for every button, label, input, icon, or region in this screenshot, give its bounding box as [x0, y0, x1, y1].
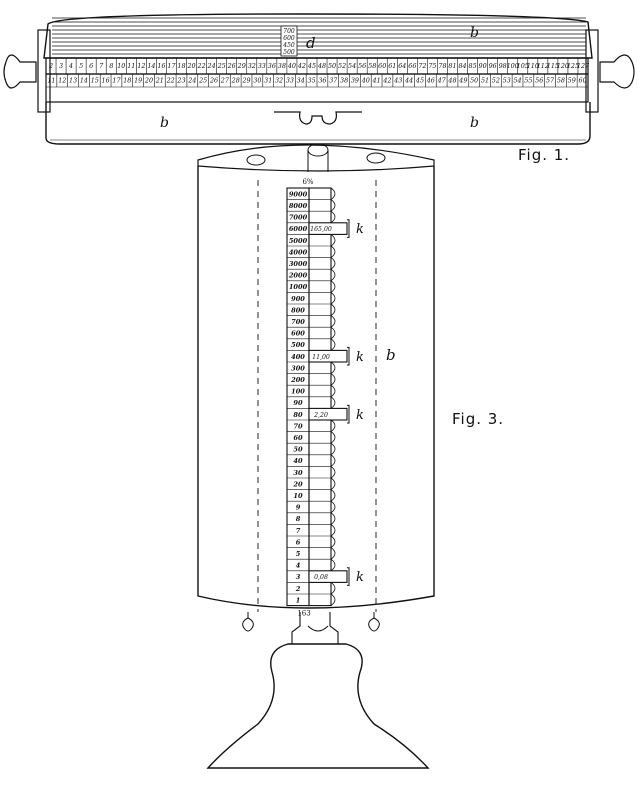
scale-scallop — [331, 362, 335, 374]
bottom-nub — [308, 626, 328, 631]
row1-number: 100 — [506, 62, 519, 71]
scale-row-label: 600 — [291, 329, 305, 338]
scale-scallop — [331, 292, 335, 304]
scale-row-label: 6000 — [288, 225, 308, 234]
scale-scallop — [331, 582, 335, 594]
row1-number: 7 — [99, 62, 104, 71]
scale-scallop — [331, 513, 335, 525]
drum-top-outline — [44, 14, 592, 58]
row1-number: 85 — [468, 62, 477, 71]
clip-handle — [274, 112, 362, 124]
row1-number: 12 — [137, 62, 146, 71]
top-spindle — [308, 150, 328, 172]
scale-row-label: 6 — [295, 538, 301, 547]
scale-row-label: 700 — [291, 317, 305, 326]
row2-number: 17 — [112, 76, 121, 85]
base-bell — [208, 644, 428, 768]
top-knob-right — [367, 153, 385, 163]
scale-row-label: 1000 — [288, 283, 308, 292]
row1-number: 127 — [576, 62, 590, 71]
scale-scallop — [331, 466, 335, 478]
row2-number: 25 — [199, 76, 208, 85]
right-foot — [369, 612, 380, 631]
scale-scallop — [331, 304, 335, 316]
scale-row-label: 100 — [291, 387, 305, 396]
row1-number: 60 — [378, 62, 387, 71]
scale-row-label: 5 — [295, 549, 301, 558]
scale-row-label: 2 — [295, 584, 301, 593]
row1-number: 72 — [418, 62, 427, 71]
scale-row-label: 200 — [291, 375, 305, 384]
row1-number: 56 — [358, 62, 367, 71]
scale-scallop — [331, 455, 335, 467]
row2-number: 45 — [415, 76, 425, 85]
scale-row-label: 7000 — [288, 213, 308, 222]
fig1-label-b-right: b — [470, 115, 479, 131]
scale-scallop — [331, 188, 335, 200]
row1-number: 5 — [79, 62, 84, 71]
row2-number: 60 — [578, 76, 587, 85]
row1-number: 32 — [247, 62, 256, 71]
row1-number: 38 — [277, 62, 286, 71]
scale-row-label: 40 — [293, 457, 303, 466]
row1-number: 3 — [59, 62, 64, 71]
scale-scallop — [331, 269, 335, 281]
row2-number: 30 — [253, 76, 262, 85]
top-cap — [198, 145, 434, 171]
row2-number: 28 — [231, 76, 240, 85]
row2-number: 56 — [535, 76, 544, 85]
row1-number: 115 — [546, 62, 559, 71]
row1-number: 64 — [398, 62, 407, 71]
drum-label: 600 — [283, 35, 295, 42]
scale-row-label: 8 — [295, 515, 301, 524]
row2-number: 53 — [502, 76, 511, 85]
fig1-label-b-top: b — [470, 25, 479, 41]
scale-row-label: 90 — [293, 399, 303, 408]
row1-number: 98 — [498, 62, 507, 71]
row1-number: 90 — [478, 62, 487, 71]
row2-number: 36 — [318, 76, 327, 85]
left-end-cap — [38, 30, 50, 112]
row2-number: 37 — [329, 76, 338, 85]
row1-number: 22 — [197, 62, 206, 71]
drum-label: 700 — [283, 28, 295, 35]
scale-row-label: 10 — [293, 491, 303, 500]
scale-row-label: 70 — [293, 422, 303, 431]
row2-number: 59 — [567, 76, 576, 85]
fig3-cylinder-device — [198, 144, 434, 768]
row2-cells — [47, 74, 586, 87]
row2-number: 47 — [437, 76, 446, 85]
row2-number: 41 — [372, 76, 381, 85]
row1-number: 18 — [177, 62, 186, 71]
scale-scallop — [331, 211, 335, 223]
scale-row-label: 60 — [293, 433, 303, 442]
scale-scallop — [331, 501, 335, 513]
scale-row-label: 80 — [293, 410, 303, 419]
value-tab-text: 0,08 — [314, 574, 328, 582]
scale-scallop — [331, 490, 335, 502]
scale-scallop — [331, 420, 335, 432]
row1-number: 40 — [287, 62, 296, 71]
row2-number: 55 — [524, 76, 533, 85]
row2-number: 23 — [177, 76, 186, 85]
scale-scallop — [331, 559, 335, 571]
scale-row-label: 3 — [295, 573, 301, 582]
row1-number: 17 — [167, 62, 176, 71]
scale-scallop — [331, 339, 335, 351]
row1-number: 25 — [217, 62, 226, 71]
scale-scallop — [331, 200, 335, 212]
scale-row-label: 4000 — [288, 248, 308, 257]
row2-number: 26 — [209, 76, 219, 85]
scale-row-label: 5000 — [288, 236, 308, 245]
scale-scallop — [331, 316, 335, 328]
row2-number: 14 — [79, 76, 89, 85]
row2-number: 33 — [285, 76, 294, 85]
row1-number: 24 — [207, 62, 216, 71]
row1-number: 2 — [48, 62, 54, 71]
scale-row-label: 9000 — [288, 190, 308, 199]
scale-scallop — [331, 385, 335, 397]
row1-number: 14 — [147, 62, 156, 71]
scale-header: 6% — [302, 178, 314, 186]
scale-row-label: 4 — [295, 561, 301, 570]
drum-label: 500 — [283, 49, 295, 56]
value-tab-text: 2,20 — [314, 411, 328, 419]
fig1-label-d: d — [306, 34, 316, 52]
value-tab-text: 165,00 — [310, 226, 332, 234]
scale-row-label: 7 — [295, 526, 301, 535]
scale-row-label: 300 — [291, 364, 305, 373]
scale-footer: 163 — [297, 609, 311, 618]
row2-number: 19 — [134, 76, 143, 85]
row2-number: 57 — [545, 76, 555, 85]
row2-number: 15 — [90, 76, 99, 85]
row1-number: 8 — [109, 62, 114, 71]
row2-number: 40 — [361, 76, 370, 85]
row2-number: 38 — [340, 76, 349, 85]
scale-row-label: 20 — [293, 480, 303, 489]
row1-number: 26 — [227, 62, 236, 71]
scale-scallop — [331, 432, 335, 444]
row2-number: 31 — [264, 76, 273, 85]
row2-number: 44 — [405, 76, 414, 85]
fig1-label-b-left: b — [160, 115, 169, 131]
right-knob — [600, 55, 634, 88]
row2-number: 35 — [307, 76, 316, 85]
row2-number: 20 — [144, 76, 154, 85]
row1-number: 16 — [157, 62, 166, 71]
row1-number: 110 — [526, 62, 539, 71]
row1-number: 36 — [267, 62, 276, 71]
scale-row-label: 900 — [291, 294, 305, 303]
row2-number: 18 — [123, 76, 132, 85]
label-k: k — [356, 407, 364, 423]
fig3-caption: Fig. 3. — [452, 410, 505, 428]
row1-number: 125 — [566, 62, 580, 71]
row1-number: 105 — [516, 62, 529, 71]
row2-number: 50 — [470, 76, 479, 85]
scale-scallop — [331, 548, 335, 560]
row1-number: 29 — [237, 62, 246, 71]
scale-row-label: 3000 — [288, 259, 308, 268]
left-foot — [243, 612, 254, 631]
row2-number: 27 — [220, 76, 229, 85]
row1-number: 120 — [556, 62, 570, 71]
row2-number: 52 — [491, 76, 500, 85]
scale-scallop — [331, 327, 335, 339]
row1-number: 11 — [127, 62, 136, 71]
row1-number: 10 — [117, 62, 126, 71]
row2-number: 16 — [101, 76, 110, 85]
label-k: k — [356, 222, 364, 238]
row1-number: 33 — [257, 62, 266, 71]
scale-row-label: 400 — [291, 352, 305, 361]
scale-row-label: 8000 — [288, 201, 308, 210]
scale-row-label: 500 — [291, 341, 305, 350]
row1-number: 96 — [488, 62, 497, 71]
row2-number: 39 — [350, 76, 360, 85]
row2-number: 49 — [459, 76, 468, 85]
top-knob-center — [308, 144, 328, 156]
row1-number: 78 — [438, 62, 447, 71]
scale-row-label: 1 — [295, 596, 301, 605]
scale-scallop — [331, 258, 335, 270]
row1-number: 84 — [458, 62, 467, 71]
row1-number: 4 — [69, 62, 74, 71]
row2-number: 11 — [47, 76, 56, 85]
row1-number: 42 — [297, 62, 307, 71]
value-tab-text: 11,00 — [312, 353, 330, 361]
scale-row-label: 800 — [291, 306, 305, 315]
fig1-caption: Fig. 1. — [518, 146, 571, 164]
row1-number: 58 — [368, 62, 377, 71]
lower-base — [46, 102, 590, 144]
row1-number: 75 — [428, 62, 437, 71]
scale-table — [287, 178, 364, 618]
drum-stripes — [52, 18, 586, 54]
row2-number: 12 — [58, 76, 67, 85]
scale-row-label: 50 — [293, 445, 303, 454]
row1-number: 54 — [348, 62, 357, 71]
left-knob — [4, 55, 36, 88]
row2-number: 32 — [274, 76, 284, 85]
scale-scallop — [331, 443, 335, 455]
row1-number: 66 — [408, 62, 417, 71]
row2-number: 58 — [556, 76, 565, 85]
row2-number: 22 — [166, 76, 175, 85]
row1-number: 61 — [388, 62, 397, 71]
label-k: k — [356, 349, 364, 365]
scale-scallop — [331, 397, 335, 409]
scale-scallop — [331, 246, 335, 258]
row2-number: 48 — [448, 76, 457, 85]
fig3-label-b: b — [386, 346, 396, 364]
row2-number: 29 — [242, 76, 251, 85]
scale-scallop — [331, 234, 335, 246]
row1-cells — [48, 58, 590, 74]
row1-number: 48 — [317, 62, 327, 71]
row2-number: 24 — [188, 76, 197, 85]
scale-row-label: 2000 — [288, 271, 308, 280]
top-knob-left — [247, 155, 265, 165]
scale-scallop — [331, 374, 335, 386]
drum-label-text — [282, 28, 295, 56]
row2-number: 13 — [69, 76, 78, 85]
scale-row-label: 30 — [293, 468, 303, 477]
label-k: k — [356, 570, 364, 586]
row1-number: 6 — [89, 62, 94, 71]
row1-number: 45 — [307, 62, 317, 71]
row1-number: 52 — [338, 62, 347, 71]
row1-number: 112 — [536, 62, 549, 71]
scale-scallop — [331, 478, 335, 490]
scale-scallop — [331, 594, 335, 606]
row2-number: 51 — [480, 76, 490, 85]
row1-number: 20 — [187, 62, 196, 71]
row2-number: 42 — [383, 76, 392, 85]
fig1-drum-device — [4, 14, 634, 144]
scale-scallop — [331, 281, 335, 293]
scale-scallop — [331, 536, 335, 548]
drum-label: 450 — [283, 42, 295, 49]
row2-number: 34 — [296, 76, 305, 85]
row1-number: 81 — [448, 62, 457, 71]
row1-number: 50 — [327, 62, 337, 71]
scale-scallop — [331, 524, 335, 536]
row2-number: 46 — [426, 76, 435, 85]
row2-number: 43 — [394, 76, 403, 85]
scale-row-label: 9 — [295, 503, 301, 512]
row2-number: 21 — [155, 76, 164, 85]
row2-number: 54 — [513, 76, 522, 85]
